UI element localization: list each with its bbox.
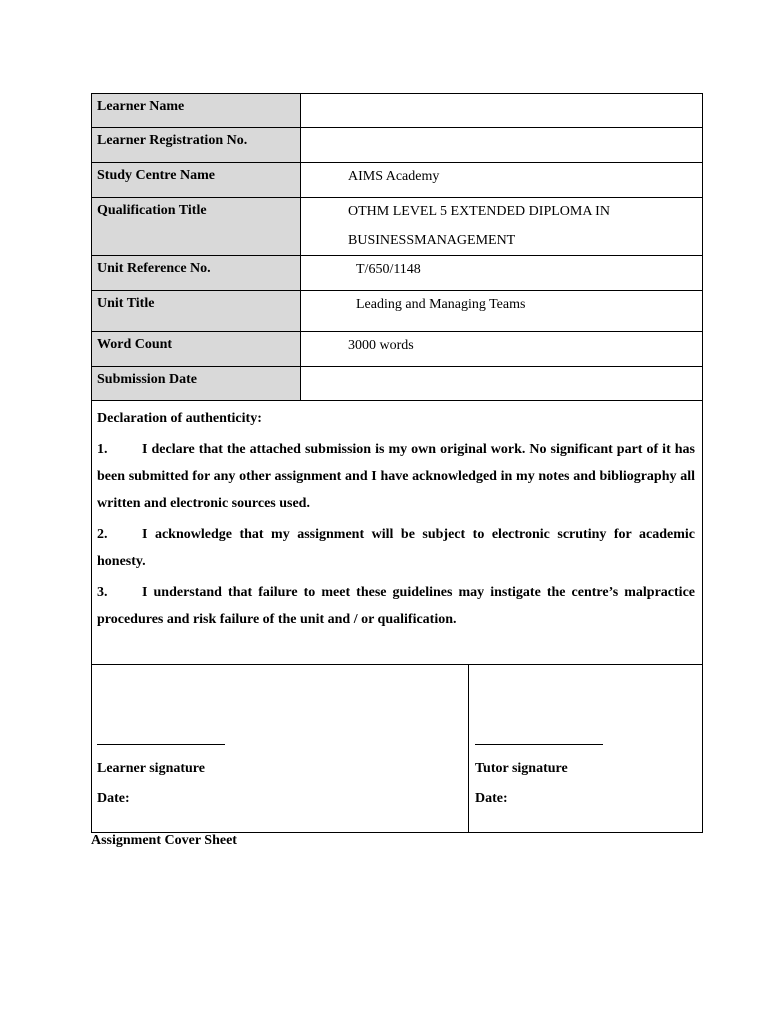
table-row bbox=[92, 94, 703, 128]
qualification-title-value bbox=[301, 198, 703, 256]
table-row bbox=[92, 163, 703, 198]
learner-name-label: Learner Name bbox=[92, 94, 301, 128]
learner-signature-label: Learner signature bbox=[97, 761, 205, 776]
learner-signature-line bbox=[97, 744, 225, 745]
unit-title-label: Unit Title bbox=[92, 291, 301, 332]
table-row bbox=[92, 332, 703, 367]
unit-reference-label: Unit Reference No. bbox=[92, 256, 301, 291]
declaration-item-2 bbox=[97, 521, 695, 575]
declaration-title: Declaration of authenticity: bbox=[97, 411, 262, 426]
cover-info-table bbox=[91, 93, 703, 401]
qualification-title-label: Qualification Title bbox=[92, 198, 301, 256]
table-row bbox=[92, 291, 703, 332]
table-row bbox=[92, 367, 703, 401]
tutor-signature-label: Tutor signature bbox=[475, 761, 568, 776]
declaration-item-number: 1. bbox=[97, 442, 108, 457]
qualification-title-line2: BUSINESSMANAGEMENT bbox=[348, 233, 516, 248]
document-caption: Assignment Cover Sheet bbox=[91, 833, 237, 848]
unit-title-value bbox=[301, 291, 703, 332]
tutor-date-label: Date: bbox=[475, 791, 508, 806]
word-count-text: 3000 words bbox=[348, 338, 414, 353]
word-count-value bbox=[301, 332, 703, 367]
declaration-section bbox=[91, 401, 703, 665]
declaration-item-text: I acknowledge that my assignment will be subject to electronic scrutiny for academic honesty. bbox=[97, 527, 695, 569]
tutor-signature-box[interactable] bbox=[469, 665, 702, 832]
declaration-item-number: 3. bbox=[97, 585, 108, 600]
table-row bbox=[92, 128, 703, 163]
declaration-item-1 bbox=[97, 436, 695, 517]
tutor-signature-line bbox=[475, 744, 603, 745]
unit-reference-value bbox=[301, 256, 703, 291]
submission-date-field[interactable] bbox=[301, 367, 703, 401]
table-row bbox=[92, 256, 703, 291]
registration-no-label: Learner Registration No. bbox=[92, 128, 301, 163]
unit-reference-text: T/650/1148 bbox=[356, 262, 421, 277]
learner-date-label: Date: bbox=[97, 791, 130, 806]
table-row bbox=[92, 198, 703, 256]
declaration-item-text: I declare that the attached submission is my own original work. No significant part of it has been submitted for any other assignment and I have acknowledged in my notes and bibliography all written and electronic sources used. bbox=[97, 442, 695, 511]
declaration-item-text: I understand that failure to meet these guidelines may instigate the centre’s malpractice procedures and risk failure of the unit and / or qualification. bbox=[97, 585, 695, 627]
signature-section bbox=[91, 665, 703, 833]
assignment-cover-sheet bbox=[91, 93, 703, 833]
submission-date-label: Submission Date bbox=[92, 367, 301, 401]
declaration-item-3 bbox=[97, 579, 695, 633]
word-count-label: Word Count bbox=[92, 332, 301, 367]
registration-no-field[interactable] bbox=[301, 128, 703, 163]
learner-signature-box[interactable] bbox=[92, 665, 469, 832]
learner-name-field[interactable] bbox=[301, 94, 703, 128]
unit-title-text: Leading and Managing Teams bbox=[356, 297, 526, 312]
study-centre-value bbox=[301, 163, 703, 198]
study-centre-label: Study Centre Name bbox=[92, 163, 301, 198]
study-centre-text: AIMS Academy bbox=[348, 169, 440, 184]
qualification-title-line1: OTHM LEVEL 5 EXTENDED DIPLOMA IN bbox=[348, 204, 610, 219]
declaration-item-number: 2. bbox=[97, 527, 108, 542]
